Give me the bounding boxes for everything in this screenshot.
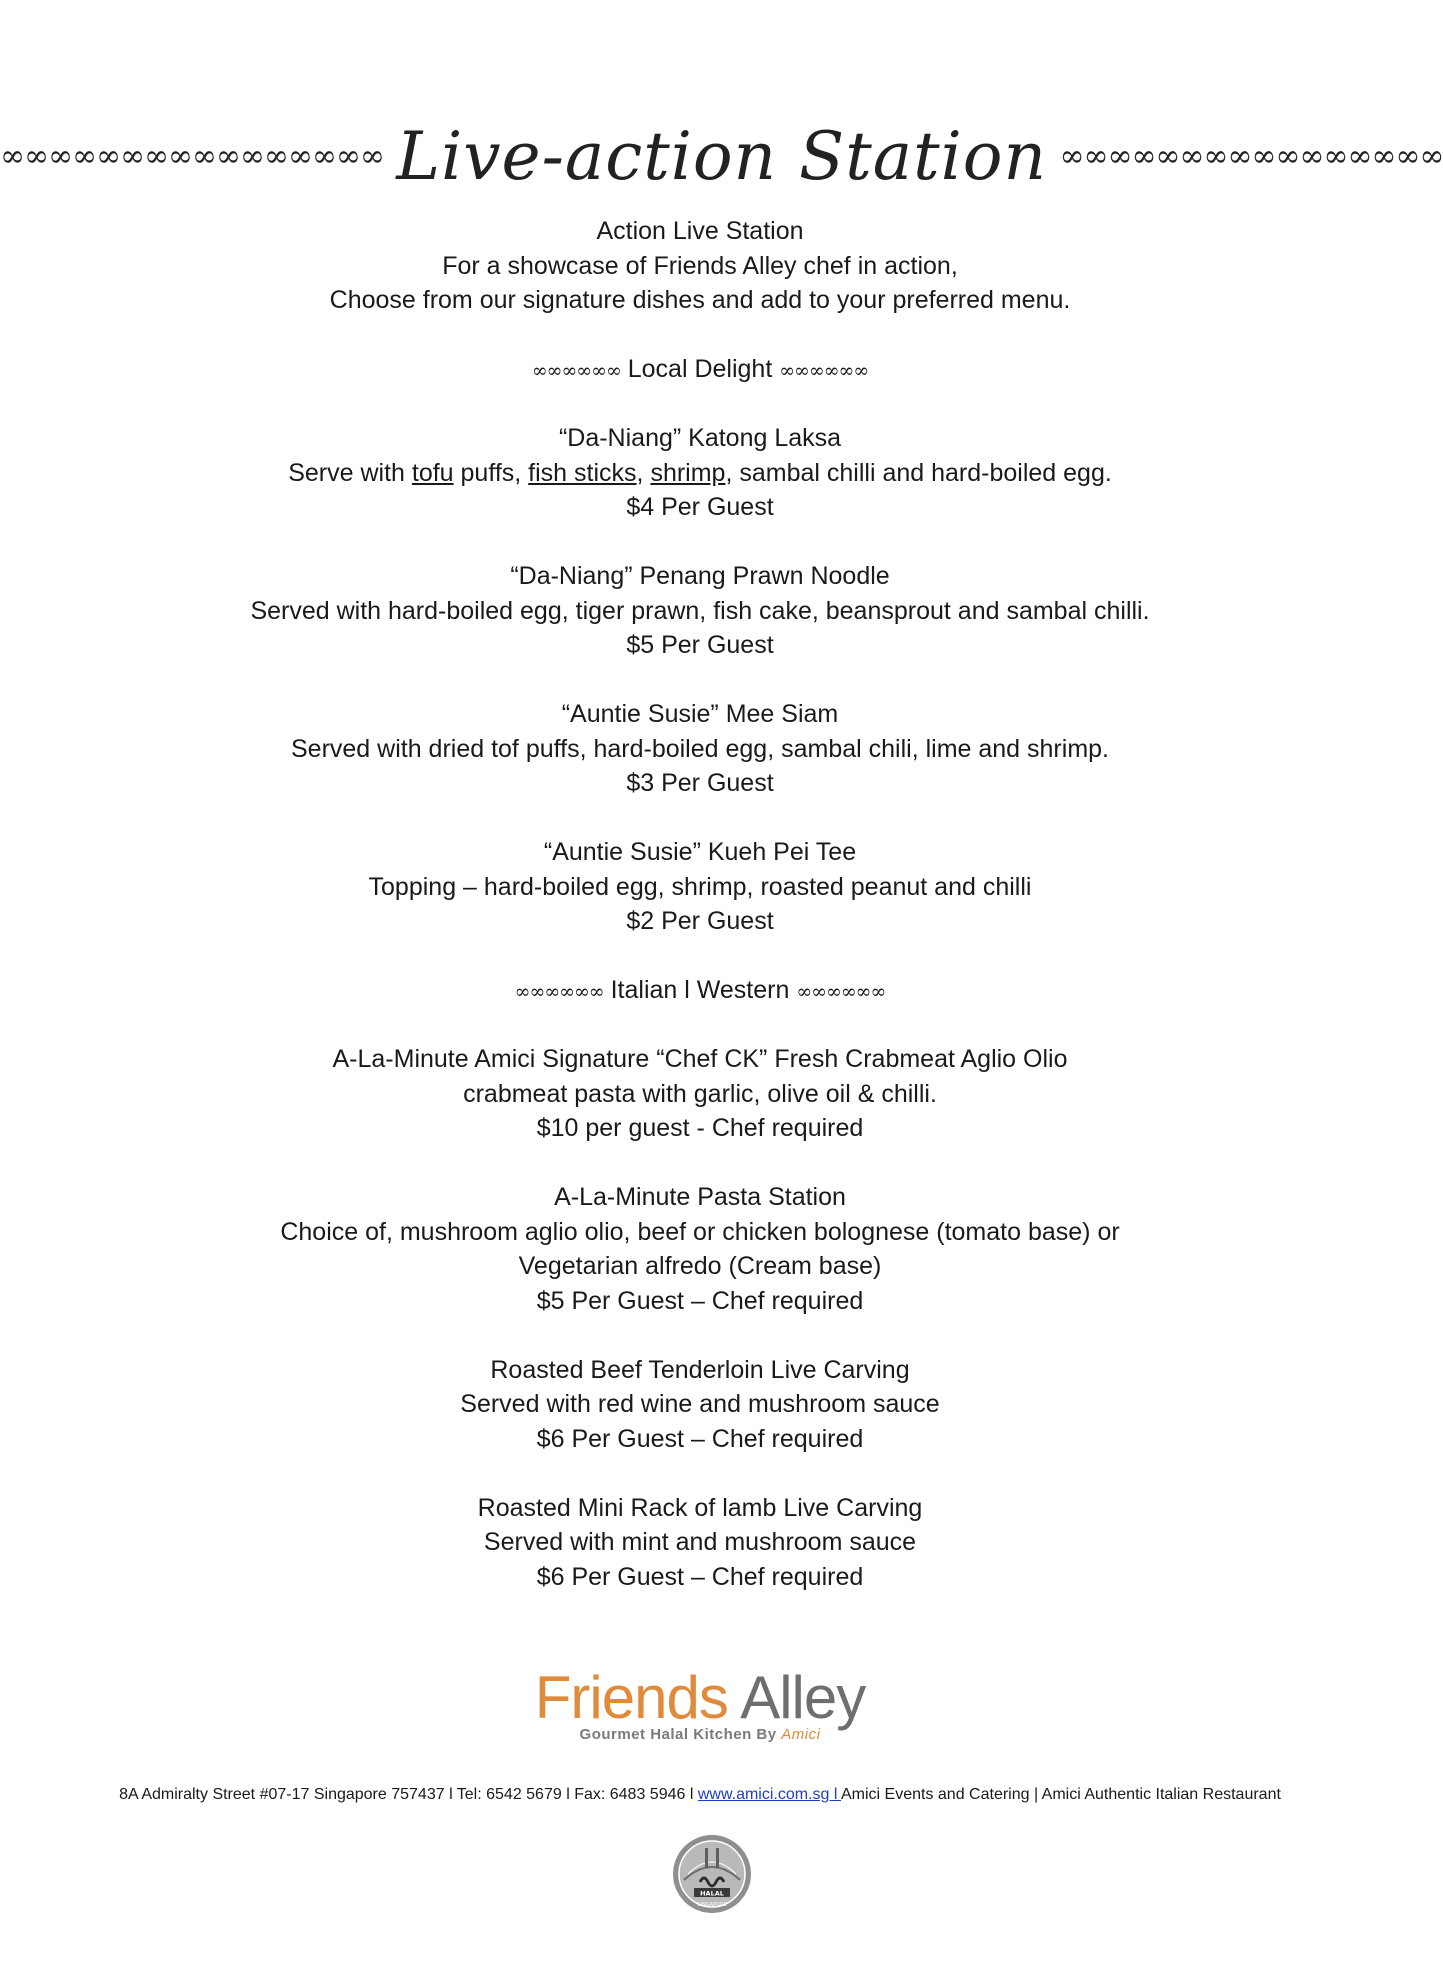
menu-item (0, 1491, 1400, 1595)
menu-item-description: crabmeat pasta with garlic, olive oil & chilli. (463, 1079, 937, 1108)
menu-item-price: $6 Per Guest – Chef required (536, 1424, 864, 1453)
halal-singapore-seal-icon (672, 1834, 752, 1914)
menu-item-name: A-La-Minute Amici Signature “Chef CK” Fresh Crabmeat Aglio Olio (332, 1045, 1068, 1073)
intro-line: Choose from our signature dishes and add to your preferred menu. (329, 286, 1071, 314)
title-ornament-left: ∞∞∞∞∞∞∞∞∞∞∞∞∞∞∞∞ (0, 139, 384, 174)
menu-item-name: A-La-Minute Pasta Station (554, 1183, 846, 1211)
footer-website-link[interactable]: www.amici.com.sg l (697, 1786, 841, 1803)
friends-alley-logo (0, 1666, 1400, 1743)
menu-item-description: Vegetarian alfredo (Cream base) (518, 1252, 882, 1280)
menu-item (0, 559, 1400, 663)
menu-item (0, 1353, 1400, 1457)
logo-tagline: Gourmet Halal Kitchen By Amici (579, 1726, 821, 1743)
menu-item-price: $10 per guest - Chef required (536, 1114, 864, 1142)
menu-item-name: Roasted Mini Rack of lamb Live Carving (477, 1493, 923, 1522)
title-ornament-right: ∞∞∞∞∞∞∞∞∞∞∞∞∞∞∞∞ (1059, 139, 1443, 174)
ornament: ∞∞∞∞∞∞ (531, 360, 621, 382)
menu-item-name: “Auntie Susie” Kueh Pei Tee (543, 838, 857, 866)
page-title: Live-action Station (396, 118, 1048, 195)
menu-item-price: $5 Per Guest – Chef required (536, 1286, 864, 1315)
menu-item-price: $5 Per Guest (626, 631, 774, 659)
footer-tagline: Amici Events and Catering | Amici Authentic Italian Restaurant (840, 1786, 1281, 1803)
footer-contact (0, 1786, 1400, 1804)
svg-text:SINGAPORE: SINGAPORE (697, 1902, 727, 1908)
intro-line: For a showcase of Friends Alley chef in action, (442, 251, 958, 280)
menu-item-description: Serve with tofu puffs, fish sticks, shrimp, sambal chilli and hard-boiled egg. (288, 458, 1112, 487)
menu-item-description: Choice of, mushroom aglio olio, beef or chicken bolognese (tomato base) or (280, 1217, 1120, 1246)
menu-item-name: “Da-Niang” Katong Laksa (558, 424, 842, 452)
logo-wordmark (0, 1666, 1400, 1730)
intro-line: Action Live Station (596, 217, 804, 245)
svg-text:HALAL: HALAL (700, 1889, 724, 1898)
menu-item-name: Roasted Beef Tenderloin Live Carving (490, 1355, 910, 1384)
menu-item-description: Topping – hard-boiled egg, shrimp, roasted peanut and chilli (368, 872, 1032, 901)
menu-content (0, 214, 1400, 1594)
menu-item-name: “Da-Niang” Penang Prawn Noodle (510, 562, 890, 590)
logo-word-alley: Alley (740, 1664, 866, 1731)
menu-item-price: $2 Per Guest (626, 907, 774, 935)
menu-item-description: Served with dried tof puffs, hard-boiled egg, sambal chili, lime and shrimp. (290, 734, 1109, 763)
section-heading-italian-western (0, 973, 1400, 1008)
logo-word-friends: Friends (534, 1664, 728, 1731)
menu-item-description: Served with mint and mushroom sauce (483, 1528, 917, 1556)
logo-tagline-brand: Amici (781, 1726, 821, 1743)
page-title-row (0, 118, 1443, 195)
menu-item-price: $6 Per Guest – Chef required (536, 1562, 864, 1591)
menu-item-description: Served with hard-boiled egg, tiger prawn, fish cake, beansprout and sambal chilli. (250, 596, 1150, 625)
menu-item (0, 1042, 1400, 1146)
menu-item-name: “Auntie Susie” Mee Siam (561, 700, 839, 728)
footer-address: 8A Admiralty Street #07-17 Singapore 757437 l Tel: 6542 5679 l Fax: 6483 5946 l (119, 1786, 698, 1803)
menu-item (0, 421, 1400, 525)
section-heading-text: Local Delight (627, 355, 773, 383)
menu-item (0, 835, 1400, 939)
menu-item-price: $3 Per Guest (626, 769, 774, 797)
menu-item-price: $4 Per Guest (626, 493, 774, 521)
menu-item-description: Served with red wine and mushroom sauce (460, 1390, 940, 1418)
ornament: ∞∞∞∞∞∞ (796, 981, 886, 1003)
section-heading-text: Italian l Western (610, 976, 790, 1004)
ornament: ∞∞∞∞∞∞ (779, 360, 869, 382)
section-heading-local-delight (0, 352, 1400, 387)
menu-item (0, 697, 1400, 801)
menu-item (0, 1180, 1400, 1318)
ornament: ∞∞∞∞∞∞ (514, 981, 604, 1003)
